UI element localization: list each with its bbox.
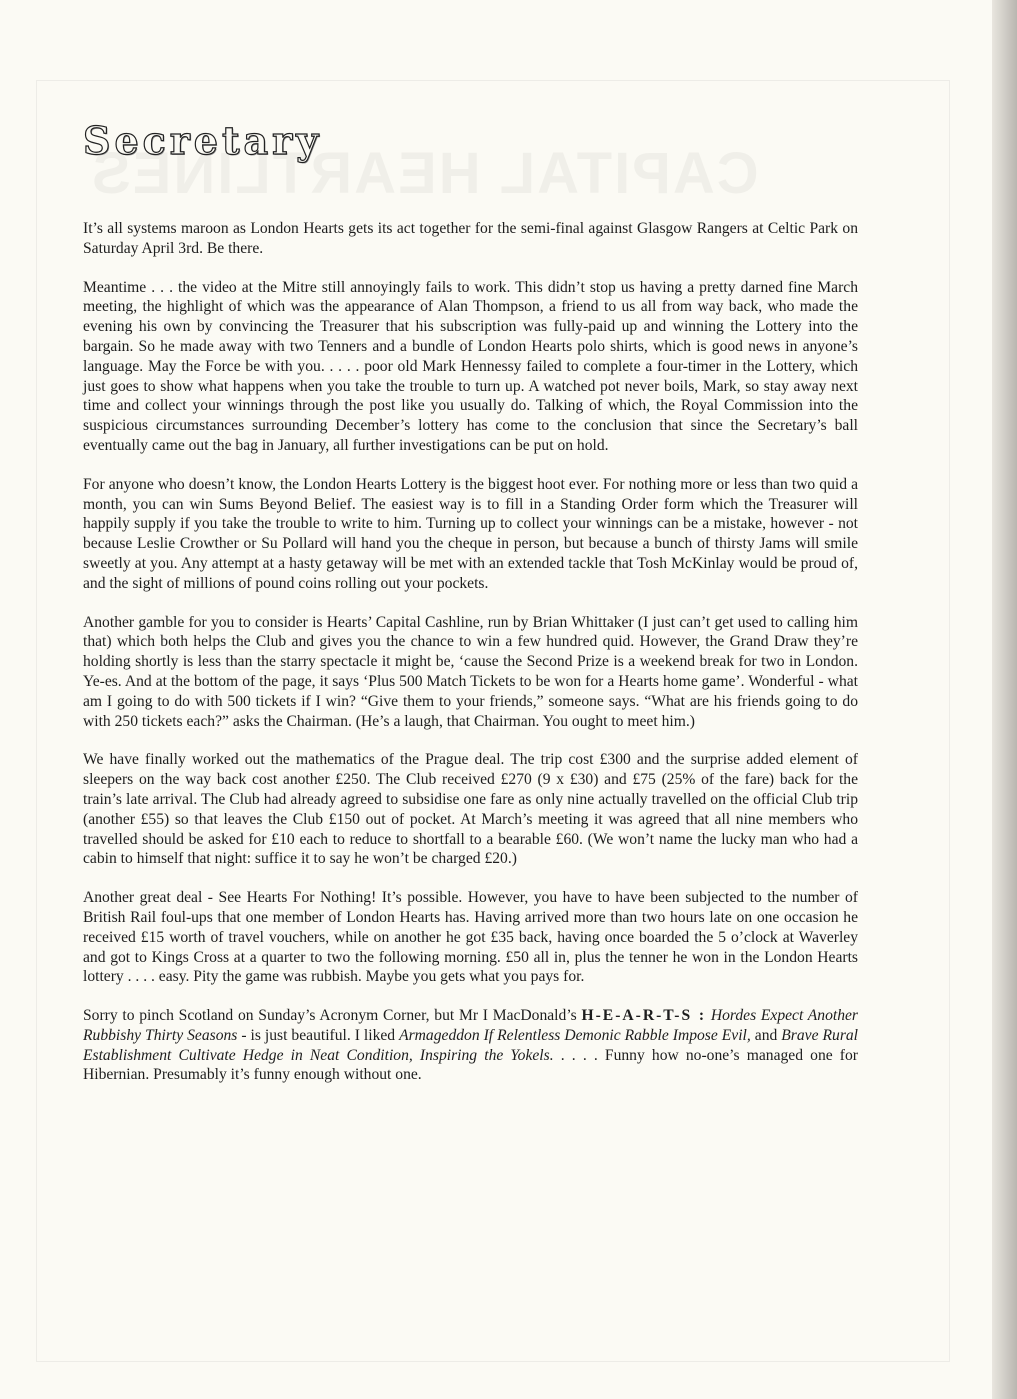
acronym-hearts: Hordes Expect Another Rubbishy Thirty Seasons: [83, 1007, 859, 1044]
paragraph-6: Another great deal - See Hearts For Nothing! It’s possible. However, you have to have been subjected to the number of British Rail foul-ups that one member of London Hearts has. Having arrived more than two hours late on one occasion he received £15 worth of travel vouchers, while on another he got £35 back, having once boarded the 5 o’clock at Waverley and got to Kings Cross at a quarter to two the following morning. £50 all in, plus the tenner he won in the London Hearts lottery . . . . easy. Pity the game was rubbish. Maybe you gets what you pays for.: [83, 889, 858, 986]
paragraph-3: For anyone who doesn’t know, the London Hearts Lottery is the biggest hoot ever. For nothing more or less than two quid a month, you can win Sums Beyond Belief. The easiest way is to fill in a Standing Order form which the Treasurer will happily supply if you take the trouble to write to him. Turning up to collect your winnings can be a mistake, however - not because Leslie Crowther or Su Pollard will hand you the cheque in person, but because a bunch of thirsty Jams will smile sweetly at you. Any attempt at a hasty getaway will be met with an extended tackle that Tosh McKinlay would be proud of, and the sight of millions of pound coins rolling out your pockets.: [83, 475, 858, 592]
paragraph-4: Another gamble for you to consider is Hearts’ Capital Cashline, run by Brian Whittaker (I just can’t get used to calling him that) which both helps the Club and gives you the chance to win a few hundred quid. However, the Grand Draw they’re holding shortly is less than the starry spectacle it might be, ‘cause the Second Prize is a weekend break for two in London. Ye-es. And at the bottom of the page, it says ‘Plus 500 Match Tickets to be won for a Hearts home game’. Wonderful - what am I going to do with 500 tickets if I win? “Give them to your friends,” someone says. “What are his friends going to do with 250 tickets each?” asks the Chairman. (He’s a laugh, that Chairman. You ought to meet him.): [83, 613, 858, 730]
paragraph-5: We have finally worked out the mathematics of the Prague deal. The trip cost £300 and the surprise added element of sleepers on the way back cost another £250. The Club received £270 (9 x £30) and £75 (25% of the fare) back for the train’s late arrival. The Club had already agreed to subsidise one fare as only nine actually travelled on the official Club trip (another £55) so that leaves the Club £150 out of pocket. At March’s meeting it was agreed that all nine members who travelled should be asked for £10 each to reduce to shortfall to a bearable £60. (We won’t name the lucky man who had a cabin to himself that night: suffice it to say he won’t be charged £20.): [83, 751, 858, 868]
acronym-mid-2: and: [750, 1026, 782, 1044]
paragraph-1: It’s all systems maroon as London Hearts gets its act together for the semi-final against Glasgow Rangers at Celtic Park on Saturday April 3rd. Be there.: [83, 220, 858, 257]
page-heading: Secretary: [83, 118, 323, 163]
acronym-word: H-E-A-R-T-S :: [581, 1007, 707, 1025]
acronym-intro: Sorry to pinch Scotland on Sunday’s Acronym Corner, but Mr I MacDonald’s: [83, 1007, 582, 1025]
article-body: [83, 219, 858, 1104]
acronym-ending: . . . . Funny how no-one’s managed one for Hibernian. Presumably it’s funny enough without one.: [83, 1046, 858, 1084]
paragraph-7: [83, 1006, 858, 1085]
page-edge-shadow: [992, 0, 1017, 1399]
paragraph-2: Meantime . . . the video at the Mitre still annoyingly fails to work. This didn’t stop us having a pretty darned fine March meeting, the highlight of which was the appearance of Alan Thompson, a friend to us all from way back, who made the evening his own by convincing the Treasurer that his subscription was fully-paid up and winning the Lottery into the bargain. So he made away with two Tenners and a bundle of London Hearts polo shirts, which is good news in anyone’s language. May the Force be with you. . . . . poor old Mark Hennessy failed to complete a four-timer in the Lottery, which just goes to show what happens when you take the trouble to turn up. A watched pot never boils, Mark, so stay away next time and collect your winnings through the post like you usually do. Talking of which, the Royal Commission into the suspicious circumstances surrounding December’s lottery has come to the conclusion that since the Secretary’s ball eventually came out the bag in January, all further investigations can be put on hold.: [83, 278, 858, 454]
acronym-airdrie: Armageddon If Relentless Demonic Rabble Impose Evil,: [399, 1026, 751, 1044]
acronym-brechin: Brave Rural Establishment Cultivate Hedge in Neat Condition, Inspiring the Yokels.: [83, 1026, 859, 1064]
acronym-mid-1: - is just beautiful. I liked: [237, 1026, 400, 1044]
